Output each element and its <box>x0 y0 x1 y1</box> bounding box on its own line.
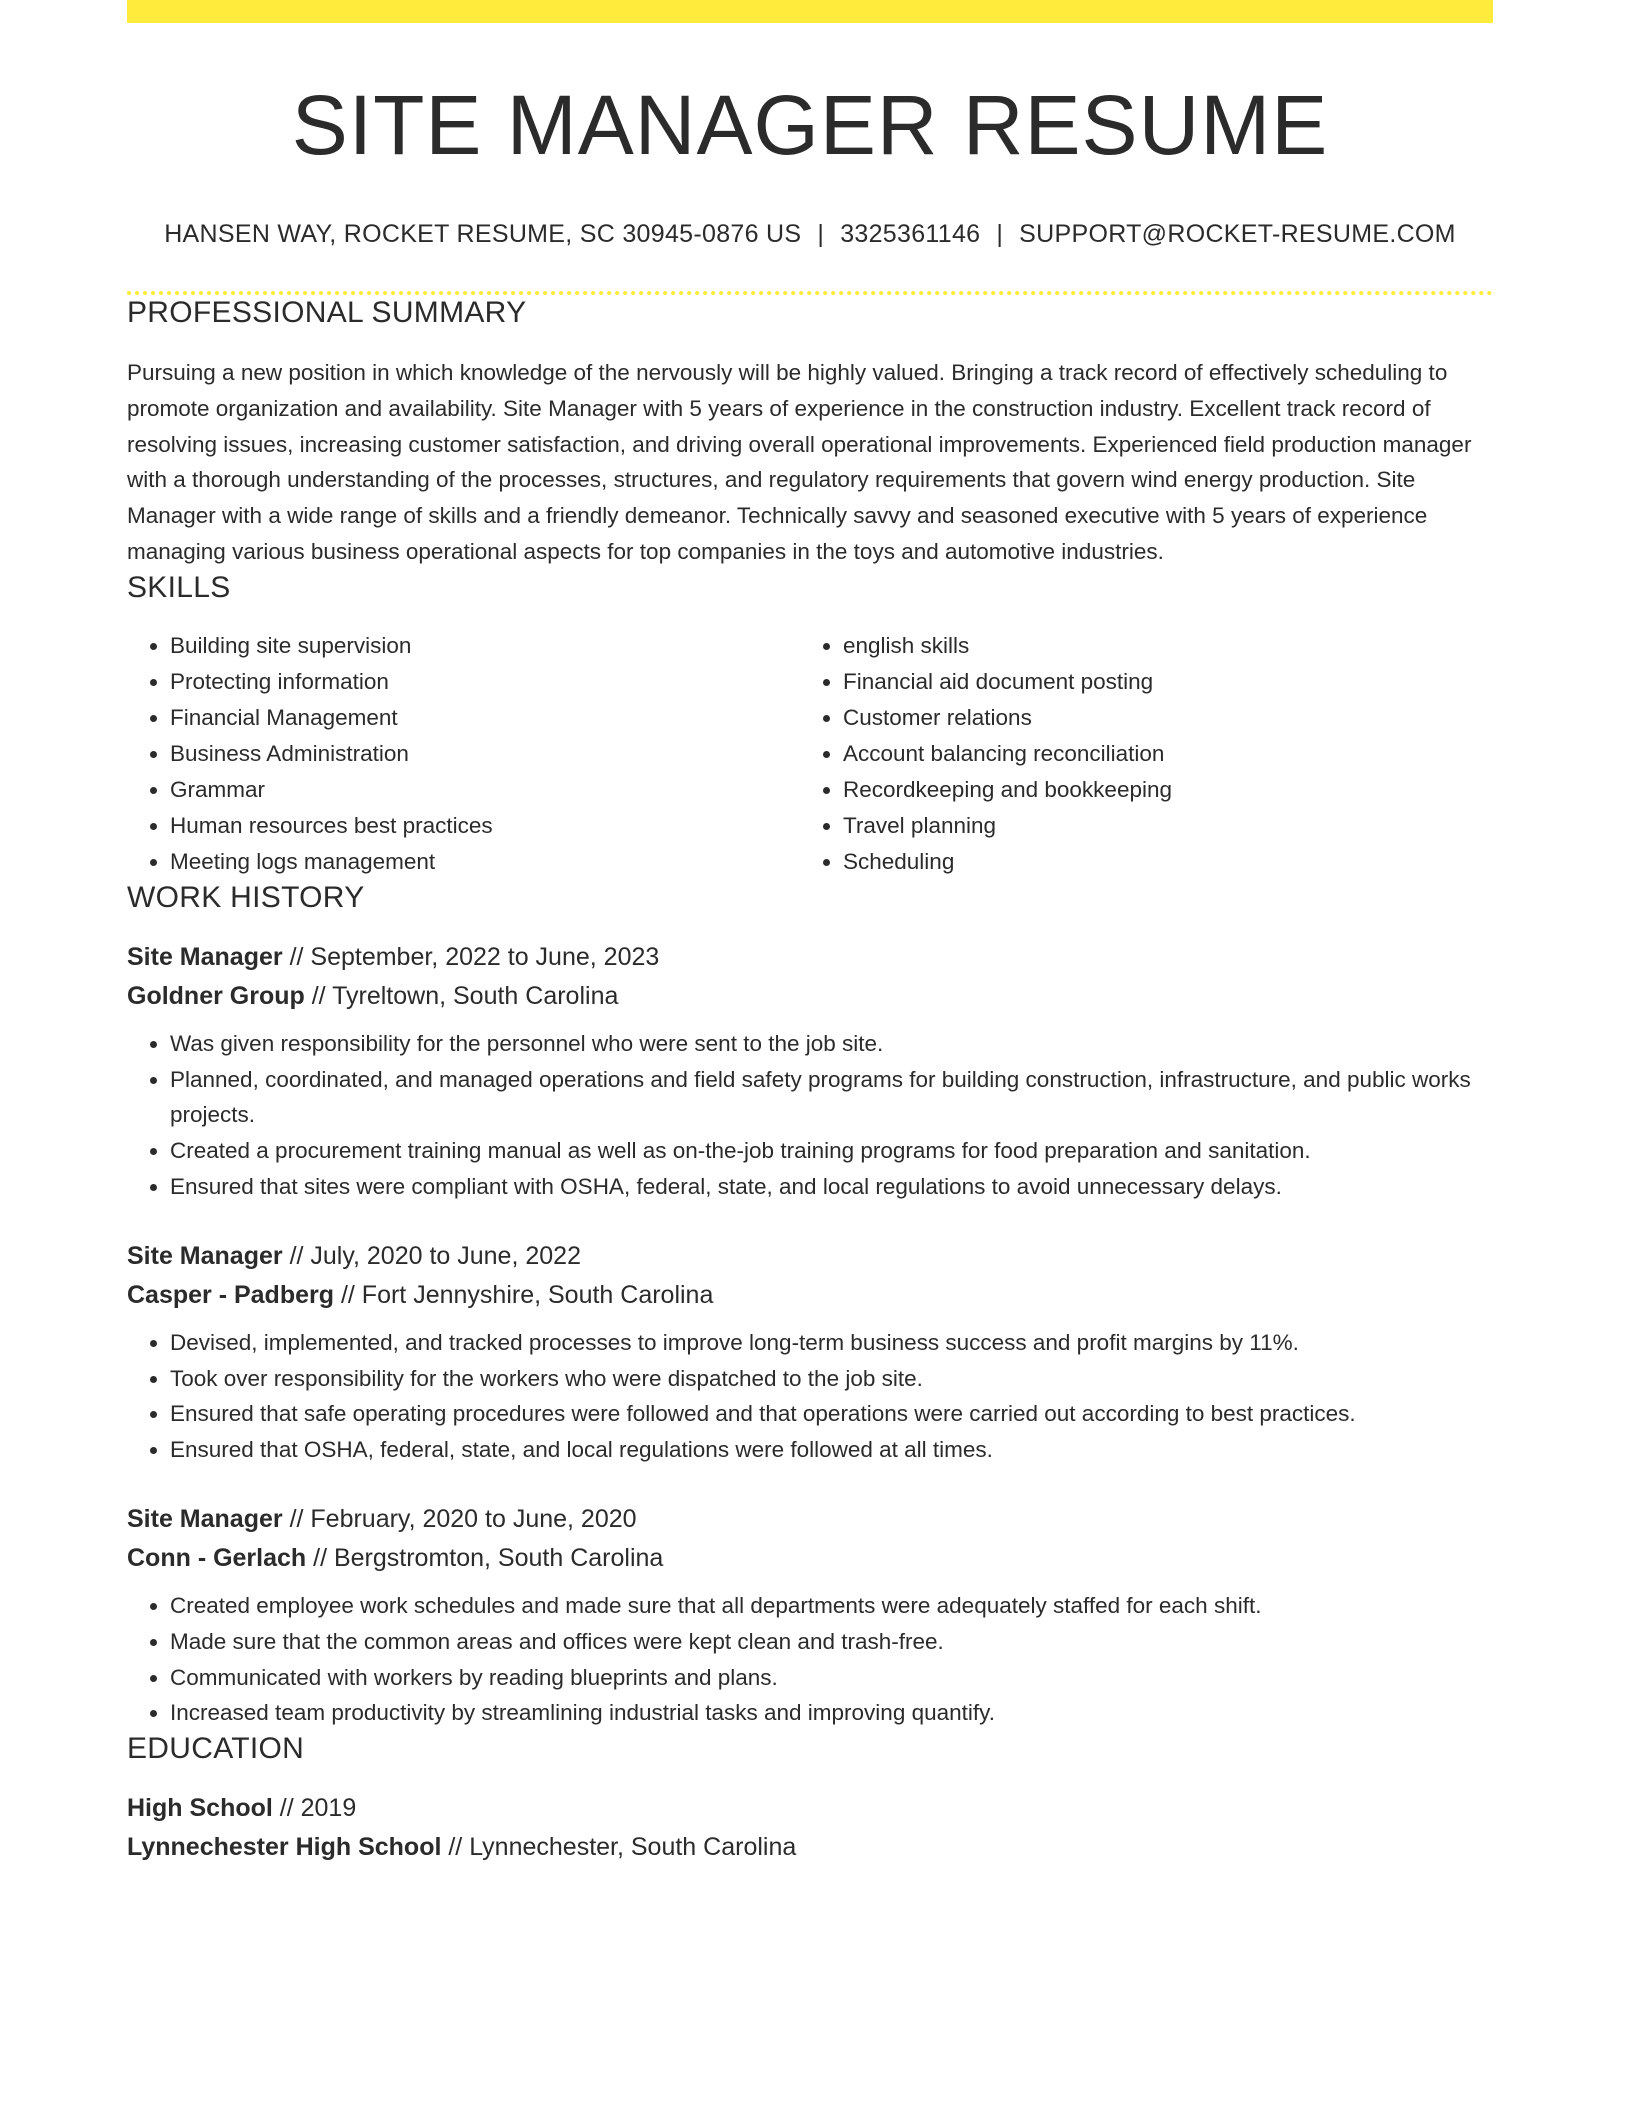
skill-item: • Grammar <box>170 772 800 808</box>
job-bullet: • Increased team productivity by streamlining industrial tasks and improving quantify. <box>170 1695 1493 1731</box>
job-bullet: • Created a procurement training manual as well as on-the-job training programs for food preparation and sanitation. <box>170 1133 1493 1169</box>
skill-item: • Human resources best practices <box>170 808 800 844</box>
skill-item: • Recordkeeping and bookkeeping <box>843 772 1483 808</box>
job-role-line <box>127 938 1493 977</box>
job-company-line <box>127 1276 1493 1315</box>
resume-page <box>127 0 1493 1867</box>
contact-line <box>127 219 1493 249</box>
accent-bar <box>127 0 1493 23</box>
skill-item: • Customer relations <box>843 700 1483 736</box>
contact-address: HANSEN WAY, ROCKET RESUME, SC 30945-0876 US <box>164 220 802 248</box>
job-entry <box>127 1500 1493 1731</box>
summary-text: Pursuing a new position in which knowledge of the nervously will be highly valued. Bringing a track record of effectively scheduling to promote organization and availability. Site Manager with 5 years of experience in the construction industry. Excellent track record of resolving issues, increasing customer satisfaction, and driving overall operational improvements. Experienced field production manager with a thorough understanding of the processes, structures, and regulatory requirements that govern wind energy production. Site Manager with a wide range of skills and a friendly demeanor. Technically savvy and seasoned executive with 5 years of experience managing various business operational aspects for top companies in the toys and automotive industries. <box>127 360 1472 564</box>
skill-item: • Scheduling <box>843 844 1483 880</box>
job-bullets <box>127 1588 1493 1731</box>
skills-list-right <box>800 628 1483 880</box>
job-role: Site Manager <box>127 1504 283 1533</box>
skill-item: • Protecting information <box>170 664 800 700</box>
skill-item: • Building site supervision <box>170 628 800 664</box>
contact-separator: | <box>817 220 825 248</box>
job-dates: // September, 2022 to June, 2023 <box>289 942 660 971</box>
job-dates: // July, 2020 to June, 2022 <box>289 1241 581 1270</box>
skill-item: • Business Administration <box>170 736 800 772</box>
job-company: Goldner Group <box>127 981 305 1010</box>
job-bullet: • Made sure that the common areas and offices were kept clean and trash-free. <box>170 1624 1493 1660</box>
job-location: // Bergstromton, South Carolina <box>313 1543 664 1572</box>
job-bullet: • Took over responsibility for the workers who were dispatched to the job site. <box>170 1361 1493 1397</box>
contact-phone: 3325361146 <box>840 220 981 248</box>
skill-item: • Account balancing reconciliation <box>843 736 1483 772</box>
job-bullet: • Devised, implemented, and tracked processes to improve long-term business success and profit margins by 11%. <box>170 1325 1493 1361</box>
work-history-heading: WORK HISTORY <box>127 880 365 914</box>
contact-email: SUPPORT@ROCKET-RESUME.COM <box>1019 220 1456 248</box>
skills-heading: SKILLS <box>127 570 231 604</box>
job-dates: // February, 2020 to June, 2020 <box>289 1504 637 1533</box>
job-bullets <box>127 1026 1493 1205</box>
skill-item: • Meeting logs management <box>170 844 800 880</box>
job-entry <box>127 938 1493 1205</box>
education-school: Lynnechester High School <box>127 1833 442 1862</box>
job-role-line <box>127 1237 1493 1276</box>
education-degree: High School <box>127 1794 273 1823</box>
education-entry <box>127 1789 1493 1867</box>
education-degree-line <box>127 1789 1493 1828</box>
job-company-line <box>127 1539 1493 1578</box>
resume-title: SITE MANAGER RESUME <box>291 78 1329 172</box>
contact-separator: | <box>996 220 1004 248</box>
job-entry <box>127 1237 1493 1468</box>
job-location: // Fort Jennyshire, South Carolina <box>340 1280 714 1309</box>
job-bullet: • Was given responsibility for the personnel who were sent to the job site. <box>170 1026 1493 1062</box>
job-bullet: • Ensured that safe operating procedures were followed and that operations were carried out according to best practices. <box>170 1396 1493 1432</box>
skill-item: • Financial aid document posting <box>843 664 1483 700</box>
job-location: // Tyreltown, South Carolina <box>311 981 619 1010</box>
skill-item: • english skills <box>843 628 1483 664</box>
job-bullet: • Ensured that sites were compliant with OSHA, federal, state, and local regulations to avoid unnecessary delays. <box>170 1169 1493 1205</box>
job-company: Conn - Gerlach <box>127 1543 307 1572</box>
skills-columns <box>127 628 1493 880</box>
education-heading: EDUCATION <box>127 1732 305 1766</box>
job-bullet: • Communicated with workers by reading blueprints and plans. <box>170 1660 1493 1696</box>
job-company-line <box>127 977 1493 1016</box>
job-bullet: • Created employee work schedules and made sure that all departments were adequately staffed for each shift. <box>170 1588 1493 1624</box>
skill-item: • Travel planning <box>843 808 1483 844</box>
job-bullets <box>127 1325 1493 1468</box>
job-role-line <box>127 1500 1493 1539</box>
education-year: // 2019 <box>279 1794 357 1823</box>
education-location: // Lynnechester, South Carolina <box>448 1833 797 1862</box>
skills-list-left <box>127 628 800 880</box>
summary-heading: PROFESSIONAL SUMMARY <box>127 296 527 329</box>
job-bullet: • Planned, coordinated, and managed operations and field safety programs for building construction, infrastructure, and public works projects. <box>170 1062 1493 1134</box>
job-role: Site Manager <box>127 942 283 971</box>
job-bullet: • Ensured that OSHA, federal, state, and local regulations were followed at all times. <box>170 1432 1493 1468</box>
job-company: Casper - Padberg <box>127 1280 335 1309</box>
education-school-line <box>127 1828 1493 1867</box>
skill-item: • Financial Management <box>170 700 800 736</box>
job-role: Site Manager <box>127 1241 283 1270</box>
